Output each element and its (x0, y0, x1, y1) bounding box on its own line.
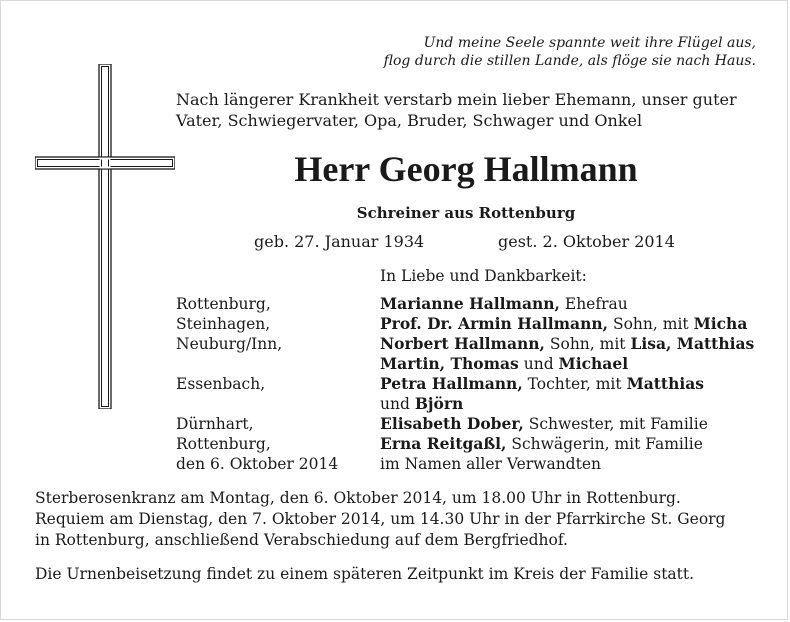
places-column (176, 294, 376, 474)
motto-line: flog durch die stillen Lande, als flöge sie nach Haus. (383, 53, 756, 69)
mourners-column (380, 294, 775, 474)
mourner-entry: Prof. Dr. Armin Hallmann, Sohn, mit Micha (380, 314, 748, 333)
mourner-entry: und Björn (380, 394, 464, 413)
service-details (35, 488, 765, 551)
motto-line: Und meine Seele spannte weit ihre Flügel aus, (423, 35, 756, 51)
motto-quote (301, 34, 756, 70)
deceased-occupation: Schreiner aus Rottenburg (356, 204, 576, 222)
mourner-entry: Marianne Hallmann, Ehefrau (380, 294, 628, 313)
service-line: in Rottenburg, anschließend Verabschiedung auf dem Bergfriedhof. (35, 531, 568, 549)
intro-text (176, 89, 766, 131)
cross-icon (35, 64, 175, 409)
place-entry: Essenbach, (176, 375, 266, 393)
service-line: Requiem am Dienstag, den 7. Oktober 2014, um 14.30 Uhr in der Pfarrkirche St. Georg (35, 510, 726, 528)
place-entry: den 6. Oktober 2014 (176, 455, 339, 473)
place-entry: Steinhagen, (176, 315, 271, 333)
death-date: gest. 2. Oktober 2014 (498, 232, 675, 251)
mourner-entry: Martin, Thomas und Michael (380, 354, 629, 373)
service-line: Sterberosenkranz am Montag, den 6. Oktober 2014, um 18.00 Uhr in Rottenburg. (35, 489, 681, 507)
intro-line: Vater, Schwiegervater, Opa, Bruder, Schwager und Onkel (176, 111, 643, 130)
mourner-entry: Norbert Hallmann, Sohn, mit Lisa, Matthias (380, 334, 755, 353)
place-entry (176, 394, 376, 414)
thanks-heading: In Liebe und Dankbarkeit: (380, 267, 587, 285)
mourner-entry: im Namen aller Verwandten (380, 455, 601, 473)
intro-line: Nach längerer Krankheit verstarb mein lieber Ehemann, unser guter (176, 90, 737, 109)
place-entry (176, 354, 376, 374)
place-entry: Rottenburg, (176, 295, 271, 313)
place-entry: Rottenburg, (176, 435, 271, 453)
deceased-name: Herr Georg Hallmann (294, 149, 638, 189)
mourner-entry: Petra Hallmann, Tochter, mit Matthias (380, 374, 705, 393)
mourner-entry: Elisabeth Dober, Schwester, mit Familie (380, 414, 708, 433)
place-entry: Dürnhart, (176, 415, 254, 433)
place-entry: Neuburg/Inn, (176, 335, 283, 353)
mourner-entry: Erna Reitgaßl, Schwägerin, mit Familie (380, 434, 703, 453)
birth-date: geb. 27. Januar 1934 (254, 232, 425, 251)
urn-burial-note: Die Urnenbeisetzung findet zu einem späteren Zeitpunkt im Kreis der Familie statt. (35, 565, 695, 583)
